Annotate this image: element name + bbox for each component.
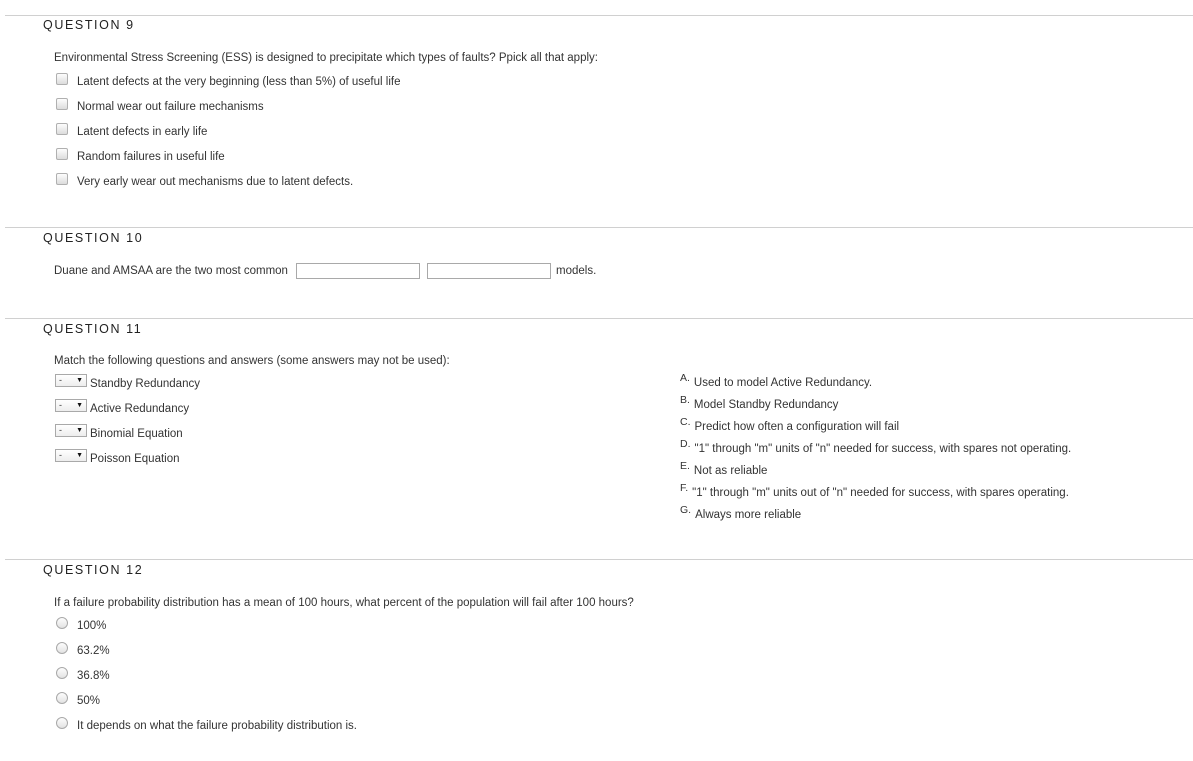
q11-answer-g-letter: G. <box>680 504 692 516</box>
q9-option-1-label: Latent defects at the very beginning (less than 5%) of useful life <box>77 76 401 88</box>
q11-answer-g <box>680 504 802 521</box>
q11-prompt: Match the following questions and answers (some answers may not be used): <box>54 355 450 367</box>
q9-option-5-checkbox[interactable] <box>56 173 68 185</box>
dropdown-arrow-icon: ▼ <box>76 427 83 434</box>
q12-option-4-radio[interactable] <box>56 692 68 704</box>
q11-select-4-value: - <box>59 450 62 460</box>
q10-blank-2-input[interactable] <box>427 263 551 279</box>
q12-option-1-radio[interactable] <box>56 617 68 629</box>
q12-divider <box>5 559 1193 560</box>
q12-option-5[interactable] <box>56 718 357 734</box>
q11-select-3-value: - <box>59 425 62 435</box>
q12-option-4[interactable] <box>56 693 100 709</box>
q11-answer-b-letter: B. <box>680 394 690 406</box>
q11-answer-a-letter: A. <box>680 372 690 384</box>
q11-item-4: Poisson Equation <box>90 453 180 465</box>
q11-answer-f-letter: F. <box>680 482 689 494</box>
q12-option-3[interactable] <box>56 668 110 684</box>
q12-prompt: If a failure probability distribution has a mean of 100 hours, what percent of the population will fail after 100 hours? <box>54 597 634 609</box>
q11-answer-b-text: Model Standby Redundancy <box>693 399 839 411</box>
q12-option-2-radio[interactable] <box>56 642 68 654</box>
q9-option-1-checkbox[interactable] <box>56 73 68 85</box>
q12-option-4-label: 50% <box>77 695 101 707</box>
q11-answer-d-letter: D. <box>680 438 691 450</box>
q11-select-4[interactable] <box>55 449 87 462</box>
q11-answer-e-text: Not as reliable <box>693 465 768 477</box>
q9-option-5-label: Very early wear out mechanisms due to latent defects. <box>77 176 354 188</box>
q12-title: QUESTION 12 <box>43 563 144 577</box>
q9-option-4-checkbox[interactable] <box>56 148 68 160</box>
q9-option-5[interactable] <box>56 174 353 190</box>
dropdown-arrow-icon: ▼ <box>76 402 83 409</box>
q11-select-2-value: - <box>59 400 62 410</box>
dropdown-arrow-icon: ▼ <box>76 377 83 384</box>
q10-divider <box>5 227 1193 228</box>
q11-divider <box>5 318 1193 319</box>
q11-answer-c-text: Predict how often a configuration will fail <box>694 421 900 433</box>
q11-answer-a-text: Used to model Active Redundancy. <box>693 377 873 389</box>
dropdown-arrow-icon: ▼ <box>76 452 83 459</box>
q11-answer-e <box>680 460 768 477</box>
q11-answer-a <box>680 372 873 389</box>
q11-answer-f-text: "1" through "m" units out of "n" needed for success, with spares operating. <box>692 487 1069 499</box>
q12-option-2-label: 63.2% <box>77 645 110 657</box>
q9-option-1[interactable] <box>56 74 400 90</box>
q12-option-3-radio[interactable] <box>56 667 68 679</box>
q11-answer-d-text: "1" through "m" units of "n" needed for success, with spares not operating. <box>694 443 1072 455</box>
q11-answer-e-letter: E. <box>680 460 690 472</box>
q12-option-3-label: 36.8% <box>77 670 110 682</box>
q11-answer-b <box>680 394 839 411</box>
q10-title: QUESTION 10 <box>43 231 144 245</box>
q11-select-1[interactable] <box>55 374 87 387</box>
q9-divider <box>5 15 1193 16</box>
q9-option-3[interactable] <box>56 124 207 140</box>
q11-answer-c-letter: C. <box>680 416 691 428</box>
q9-option-2[interactable] <box>56 99 264 115</box>
q11-item-3: Binomial Equation <box>90 428 183 440</box>
q9-option-4-label: Random failures in useful life <box>77 151 225 163</box>
q9-option-2-checkbox[interactable] <box>56 98 68 110</box>
q11-item-1: Standby Redundancy <box>90 378 200 390</box>
q9-option-4[interactable] <box>56 149 225 165</box>
q11-answer-f <box>680 482 1069 499</box>
q10-blank-1-input[interactable] <box>296 263 420 279</box>
q11-answer-g-text: Always more reliable <box>695 509 802 521</box>
q9-option-3-label: Latent defects in early life <box>77 126 208 138</box>
q11-select-3[interactable] <box>55 424 87 437</box>
q9-option-3-checkbox[interactable] <box>56 123 68 135</box>
q9-prompt: Environmental Stress Screening (ESS) is designed to precipitate which types of faults? Ppick all that apply: <box>54 52 598 64</box>
q11-answer-d <box>680 438 1072 455</box>
q12-option-1[interactable] <box>56 618 106 634</box>
q11-select-1-value: - <box>59 375 62 385</box>
q11-title: QUESTION 11 <box>43 322 143 336</box>
q12-option-5-radio[interactable] <box>56 717 68 729</box>
q10-prompt-after: models. <box>556 265 597 277</box>
q11-select-2[interactable] <box>55 399 87 412</box>
q11-answer-c <box>680 416 900 433</box>
q12-option-1-label: 100% <box>77 620 107 632</box>
q10-prompt-before: Duane and AMSAA are the two most common <box>54 265 288 277</box>
q11-item-2: Active Redundancy <box>90 403 190 415</box>
q9-option-2-label: Normal wear out failure mechanisms <box>77 101 264 113</box>
q9-title: QUESTION 9 <box>43 18 135 32</box>
q12-option-5-label: It depends on what the failure probability distribution is. <box>77 720 357 732</box>
q12-option-2[interactable] <box>56 643 110 659</box>
